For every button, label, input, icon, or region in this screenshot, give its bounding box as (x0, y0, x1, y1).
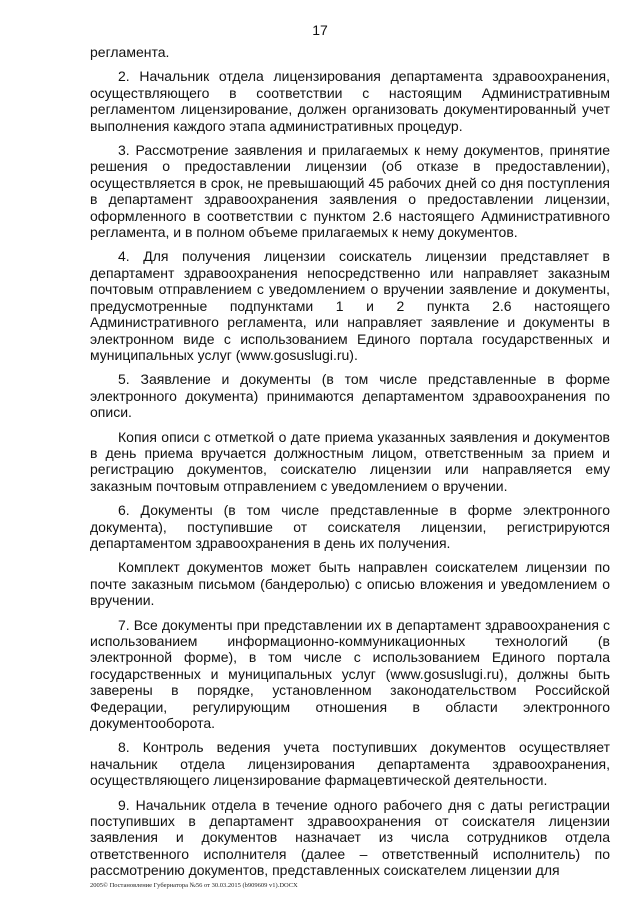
document-body (90, 44, 610, 879)
paragraph-item-7: 7. Все документы при представлении их в департамент здравоохранения с использованием информационно-коммуникационных технологий (в электронной форме), в том числе с использованием Единого портала государственных и муниципальных услуг (www.gosuslugi.ru), должны быть заверены в порядке, установленном законодательством Российской Федерации, регулирующим отношения в области электронного документооборота. (90, 616, 610, 732)
paragraph-item-4: 4. Для получения лицензии соискатель лицензии представляет в департамент здравоохранения непосредственно или направляет заказным почтовым отправлением с уведомлением о вручении заявление и документы, предусмотренные подпунктами 1 и 2 пункта 2.6 настоящего Административного регламента, или направляет заявление и документы в электронном виде с использованием Единого портала государственных и муниципальных услуг (www.gosuslugi.ru). (90, 248, 610, 363)
page-number: 17 (312, 22, 328, 38)
paragraph-item-2: 2. Начальник отдела лицензирования департамента здравоохранения, осуществляющего в соответствии с настоящим Административным регламентом лицензирование, должен организовать документированный учет выполнения каждого этапа административных процедур. (90, 68, 610, 134)
paragraph-receipt-copy: Копия описи с отметкой о дате приема указанных заявления и документов в день приема вручается должностным лицом, ответственным за прием и регистрацию документов, соискателю лицензии или направляется ему заказным почтовым отправлением с уведомлением о вручении. (90, 428, 610, 494)
paragraph-postal-package: Комплект документов может быть направлен соискателем лицензии по почте заказным письмом (бандеролью) с описью вложения и уведомлением о вручении. (90, 559, 610, 609)
paragraph-item-8: 8. Контроль ведения учета поступивших документов осуществляет начальник отдела лицензирования департамента здравоохранения, осуществляющего лицензирование фармацевтической деятельности. (90, 739, 610, 789)
document-footer: 2005© Постановление Губернатора №56 от 30.03.2015 (b909609 v1).DOCX (90, 882, 298, 889)
paragraph-item-9: 9. Начальник отдела в течение одного рабочего дня с даты регистрации поступивших в департамент здравоохранения от соискателя лицензии заявления и документов назначает из числа сотрудников отдела ответственного исполнителя (далее – ответственный исполнитель) по рассмотрению документов, представленных соискателем лицензии для (90, 796, 610, 879)
paragraph-item-5: 5. Заявление и документы (в том числе представленные в форме электронного документа) принимаются департаментом здравоохранения по описи. (90, 371, 610, 421)
paragraph-item-3: 3. Рассмотрение заявления и прилагаемых к нему документов, принятие решения о предоставлении лицензии (об отказе в предоставлении), осуществляется в срок, не превышающий 45 рабочих дней со дня поступления в департамент здравоохранения заявления о предоставлении лицензии, оформленного в соответствии с пунктом 2.6 настоящего Административного регламента, и в полном объеме прилагаемых к нему документов. (90, 142, 610, 241)
paragraph-item-6: 6. Документы (в том числе представленные в форме электронного документа), поступившие от соискателя лицензии, регистрируются департаментом здравоохранения в день их получения. (90, 502, 610, 551)
paragraph-continuation: регламента. (90, 44, 170, 60)
